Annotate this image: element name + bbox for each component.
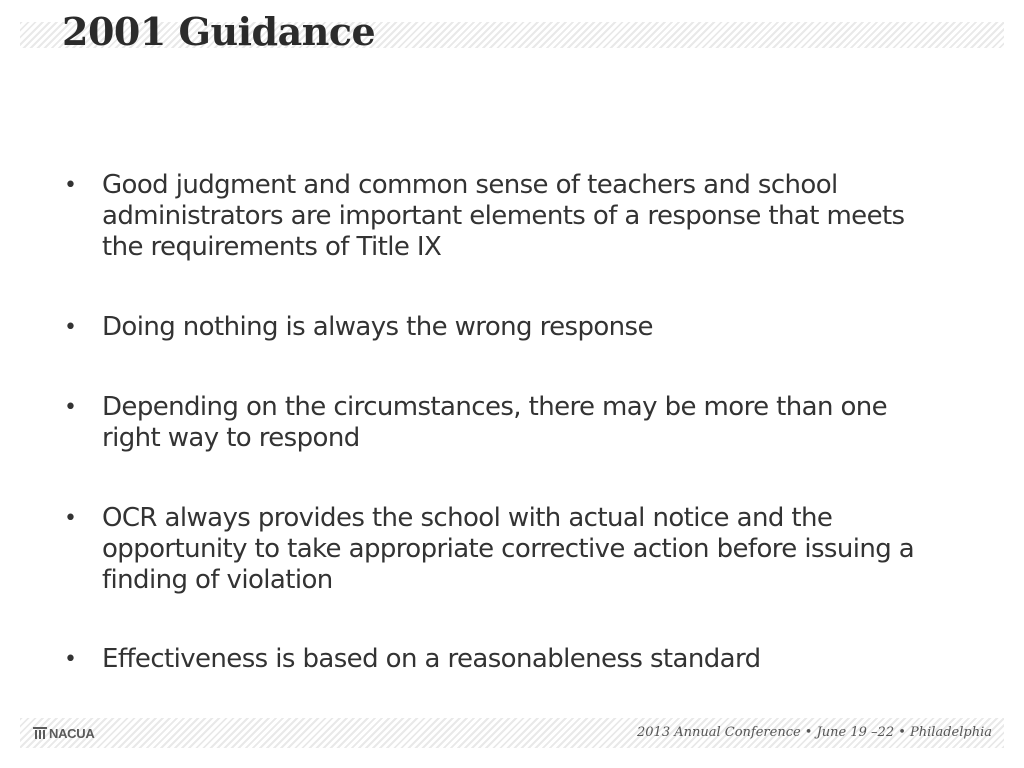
bullet-item: [62, 392, 942, 454]
nacua-logo: [33, 726, 94, 740]
nacua-columns-icon: [33, 727, 47, 739]
bullet-marker: •: [64, 506, 77, 531]
bullet-marker: •: [64, 647, 77, 672]
bullet-marker: •: [64, 395, 77, 420]
bullet-list: [62, 170, 942, 675]
bullet-item: [62, 644, 942, 675]
conference-footer-text: 2013 Annual Conference • June 19 –22 • Philadelphia: [637, 725, 992, 740]
bullet-item: [62, 170, 942, 263]
bullet-text: Effectiveness is based on a reasonableness standard: [102, 644, 761, 674]
slide-title: 2001 Guidance: [62, 9, 376, 54]
bullet-marker: •: [64, 315, 77, 340]
bullet-text: Doing nothing is always the wrong response: [102, 312, 653, 342]
bullet-item: [62, 312, 942, 343]
bullet-marker: •: [64, 173, 77, 198]
bullet-item: [62, 503, 942, 596]
bullet-text: OCR always provides the school with actual notice and the opportunity to take appropriate corrective action before issuing a finding of violation: [102, 503, 915, 595]
bullet-text: Good judgment and common sense of teachers and school administrators are important elements of a response that meets the requirements of Title IX: [102, 170, 905, 262]
bullet-text: Depending on the circumstances, there may be more than one right way to respond: [102, 392, 888, 453]
nacua-logo-text: NACUA: [49, 725, 95, 741]
footer-band: [20, 718, 1004, 748]
